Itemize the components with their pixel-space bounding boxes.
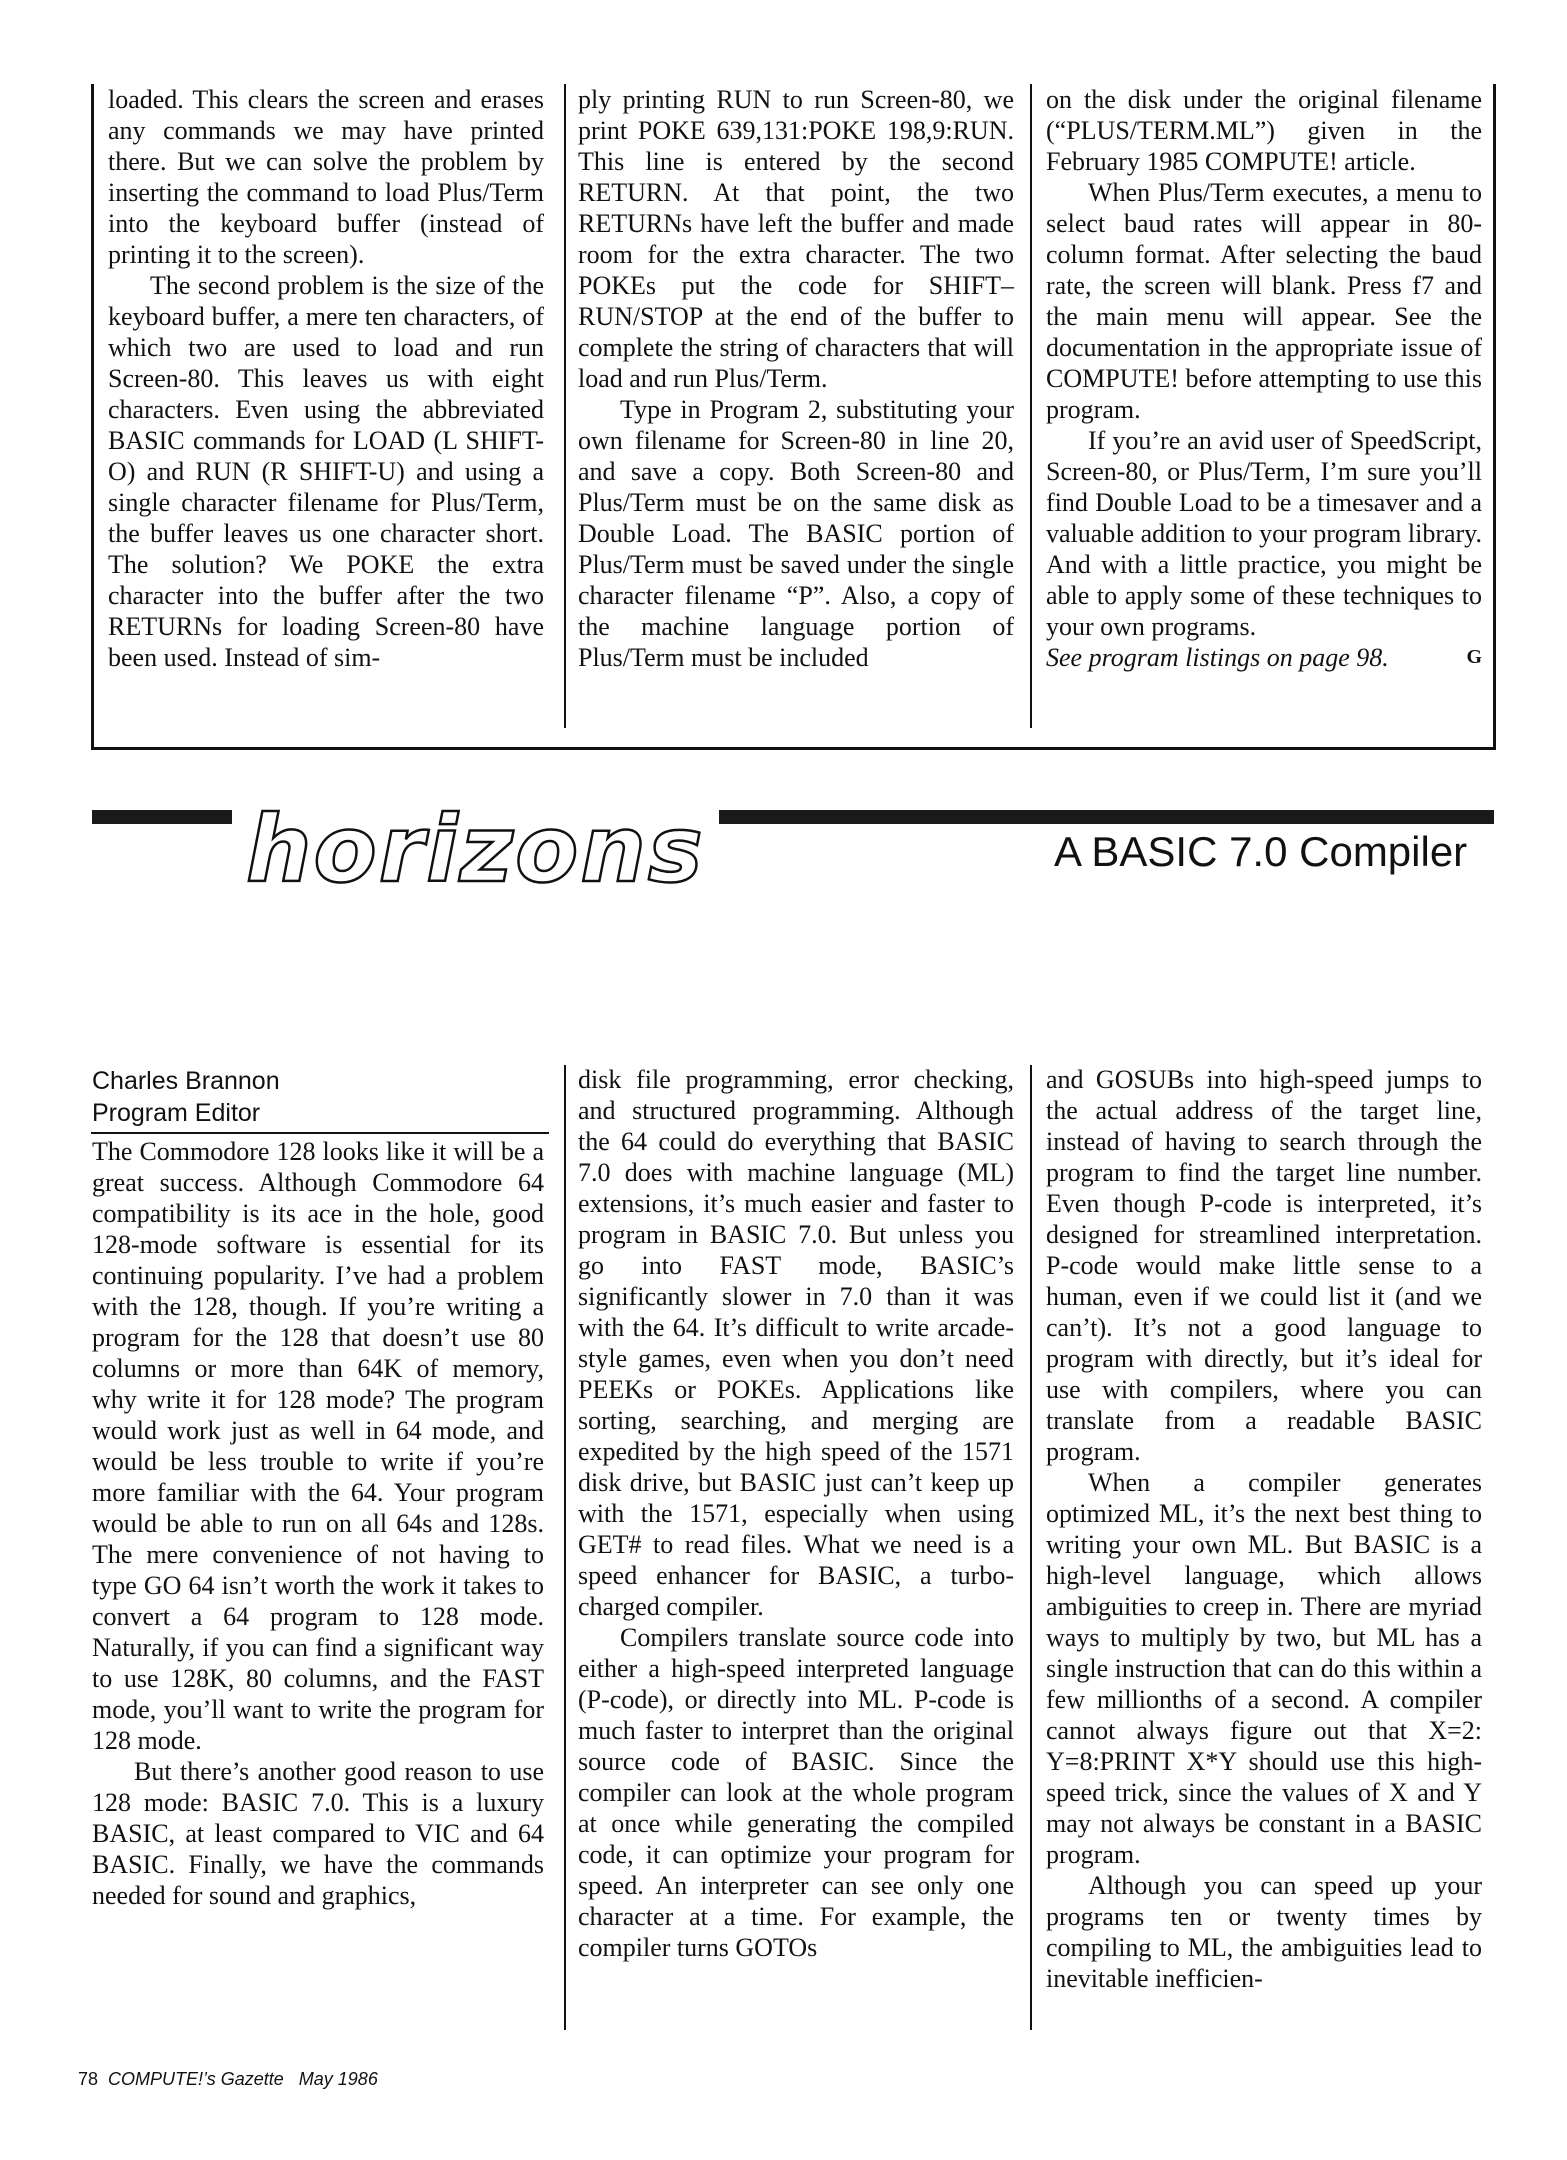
paragraph: disk file programming, error checking, and structured programming. Although the 64 could do everything that BASIC 7.0 does with machine language (ML) extensions, it’s much easier and faster to program in BASIC 7.0. But unless you go into FAST mode, BASIC’s significantly slower in 7.0 than it was with the 64. It’s difficult to write arcade-style games, even when you don’t need PEEKs or POKEs. Applications like sorting, searching, and merging are expedited by the high speed of the 1571 disk drive, but BASIC just can’t keep up with the 1571, especially when using GET# to read files. What we need is a speed enhancer for BASIC, a turbo-charged compiler. — [578, 1065, 1014, 1621]
top-column-1 — [108, 84, 544, 673]
author-role: Program Editor — [92, 1099, 261, 1127]
paragraph: The second problem is the size of the keyboard buffer, a mere ten characters, of which two are used to load and run Screen-80. This leaves us with eight characters. Even using the abbreviated BASIC commands for LOAD (L SHIFT-O) and RUN (R SHIFT-U) and using a single character filename for Plus/Term, the buffer leaves us one character short. The solution? We POKE the extra character into the buffer after the two RETURNs for loading Screen-80 have been used. Instead of sim- — [108, 271, 544, 672]
top-right-rule — [1493, 84, 1496, 750]
page-footer — [78, 2069, 378, 2090]
page-number: 78 — [78, 2069, 99, 2089]
paragraph: ply printing RUN to run Screen-80, we print POKE 639,131:POKE 198,9:RUN. This line is entered by the second RETURN. At that point, the two RETURNs have left the buffer and made room for the extra character. The two POKEs put the code for SHIFT–RUN/STOP at the end of the buffer to complete the string of characters that will load and run Plus/Term. — [578, 85, 1014, 393]
paragraph: But there’s another good reason to use 128 mode: BASIC 7.0. This is a luxury BASIC, at least compared to VIC and 64 BASIC. Finally, we have the commands needed for sound and graphics, — [92, 1757, 544, 1910]
horizons-logo: horizons — [232, 800, 719, 900]
paragraph: on the disk under the original filename (“PLUS/TERM.ML”) given in the February 1985 COMPUTE! article. — [1046, 85, 1482, 176]
top-column-2 — [578, 84, 1014, 673]
end-mark-icon: G — [1466, 646, 1482, 668]
article-column-divider-1 — [564, 1065, 566, 2030]
article-column-3 — [1046, 1064, 1482, 1994]
paragraph: Type in Program 2, substituting your own filename for Screen-80 in line 20, and save a copy. Both Screen-80 and Plus/Term must be on the same disk as Double Load. The BASIC portion of Plus/Term must be saved under the single character filename “P”. Also, a copy of the machine language portion of Plus/Term must be included — [578, 395, 1014, 672]
article-column-divider-2 — [1030, 1065, 1032, 2030]
issue-date: May 1986 — [298, 2069, 378, 2089]
paragraph: When a compiler generates optimized ML, it’s the next best thing to writing your own ML. But BASIC is a high-level language, which allows ambiguities to creep in. There are myriad ways to multiply by two, but ML has a single instruction that can do this within a few millionths of a second. A compiler cannot always figure out that X=2: Y=8:PRINT X*Y should use this high-speed trick, since the values of X and Y may not always be constant in a BASIC program. — [1046, 1468, 1482, 1869]
paragraph: loaded. This clears the screen and erases any commands we may have printed there. But we can solve the problem by inserting the command to load Plus/Term into the keyboard buffer (instead of printing it to the screen). — [108, 85, 544, 269]
paragraph: and GOSUBs into high-speed jumps to the actual address of the target line, instead of having to search through the program to find the target line number. Even though P-code is interpreted, it’s designed for streamlined interpretation. P-code would make little sense to a human, even if we could list it (and we can’t). It’s not a good language to program with directly, but it’s ideal for use with compilers, where you can translate from a readable BASIC program. — [1046, 1065, 1482, 1466]
article-column-2 — [578, 1064, 1014, 1963]
paragraph: Compilers translate source code into either a high-speed interpreted language (P-code), or directly into ML. P-code is much faster to interpret than the original source code of BASIC. Since the compiler can look at the whole program at once while generating the compiled code, it can optimize your program for speed. An interpreter can see only one character at a time. For example, the compiler turns GOTOs — [578, 1623, 1014, 1962]
author-name: Charles Brannon — [92, 1067, 280, 1095]
magazine-name: COMPUTE!’s Gazette — [108, 2069, 284, 2089]
top-bottom-rule — [91, 747, 1493, 750]
top-column-divider-1 — [564, 84, 566, 728]
paragraph: When Plus/Term executes, a menu to select baud rates will appear in 80- column format. After selecting the baud rate, the screen will blank. Press f7 and the main menu will appear. See the documentation in the appropriate issue of COMPUTE! before attempting to use this program. — [1046, 178, 1482, 424]
top-column-divider-2 — [1030, 84, 1032, 728]
top-column-3 — [1046, 84, 1482, 673]
paragraph: The Commodore 128 looks like it will be a great success. Although Commodore 64 compatibility is its ace in the hole, good 128-mode software is essential for its continuing popularity. I’ve had a problem with the 128, though. If you’re writing a program for the 128 that doesn’t use 80 columns or more than 64K of memory, why write it for 128 mode? The program would work just as well in 64 mode, and would be less trouble to write if you’re more familiar with the 64. Your program would be able to run on all 64s and 128s. The mere convenience of not having to type GO 64 isn’t worth the work it takes to convert a 64 program to 128 mode. Naturally, if you can find a significant way to use 128K, 80 columns, and the FAST mode, you’ll want to write the program for 128 mode. — [92, 1137, 544, 1755]
byline-rule — [91, 1132, 549, 1134]
byline — [92, 1065, 280, 1129]
top-left-rule — [91, 84, 94, 750]
article-column-1 — [92, 1136, 544, 1911]
program-listing-note: See program listings on page 98. — [1046, 643, 1389, 672]
paragraph: If you’re an avid user of SpeedScript, Screen-80, or Plus/Term, I’m sure you’ll find Double Load to be a timesaver and a valuable addition to your program library. And with a little practice, you might be able to apply some of these techniques to your own programs. — [1046, 426, 1482, 641]
paragraph: Although you can speed up your programs ten or twenty times by compiling to ML, the ambiguities lead to inevitable inefficien- — [1046, 1871, 1482, 1993]
article-headline: A BASIC 7.0 Compiler — [1054, 828, 1468, 875]
